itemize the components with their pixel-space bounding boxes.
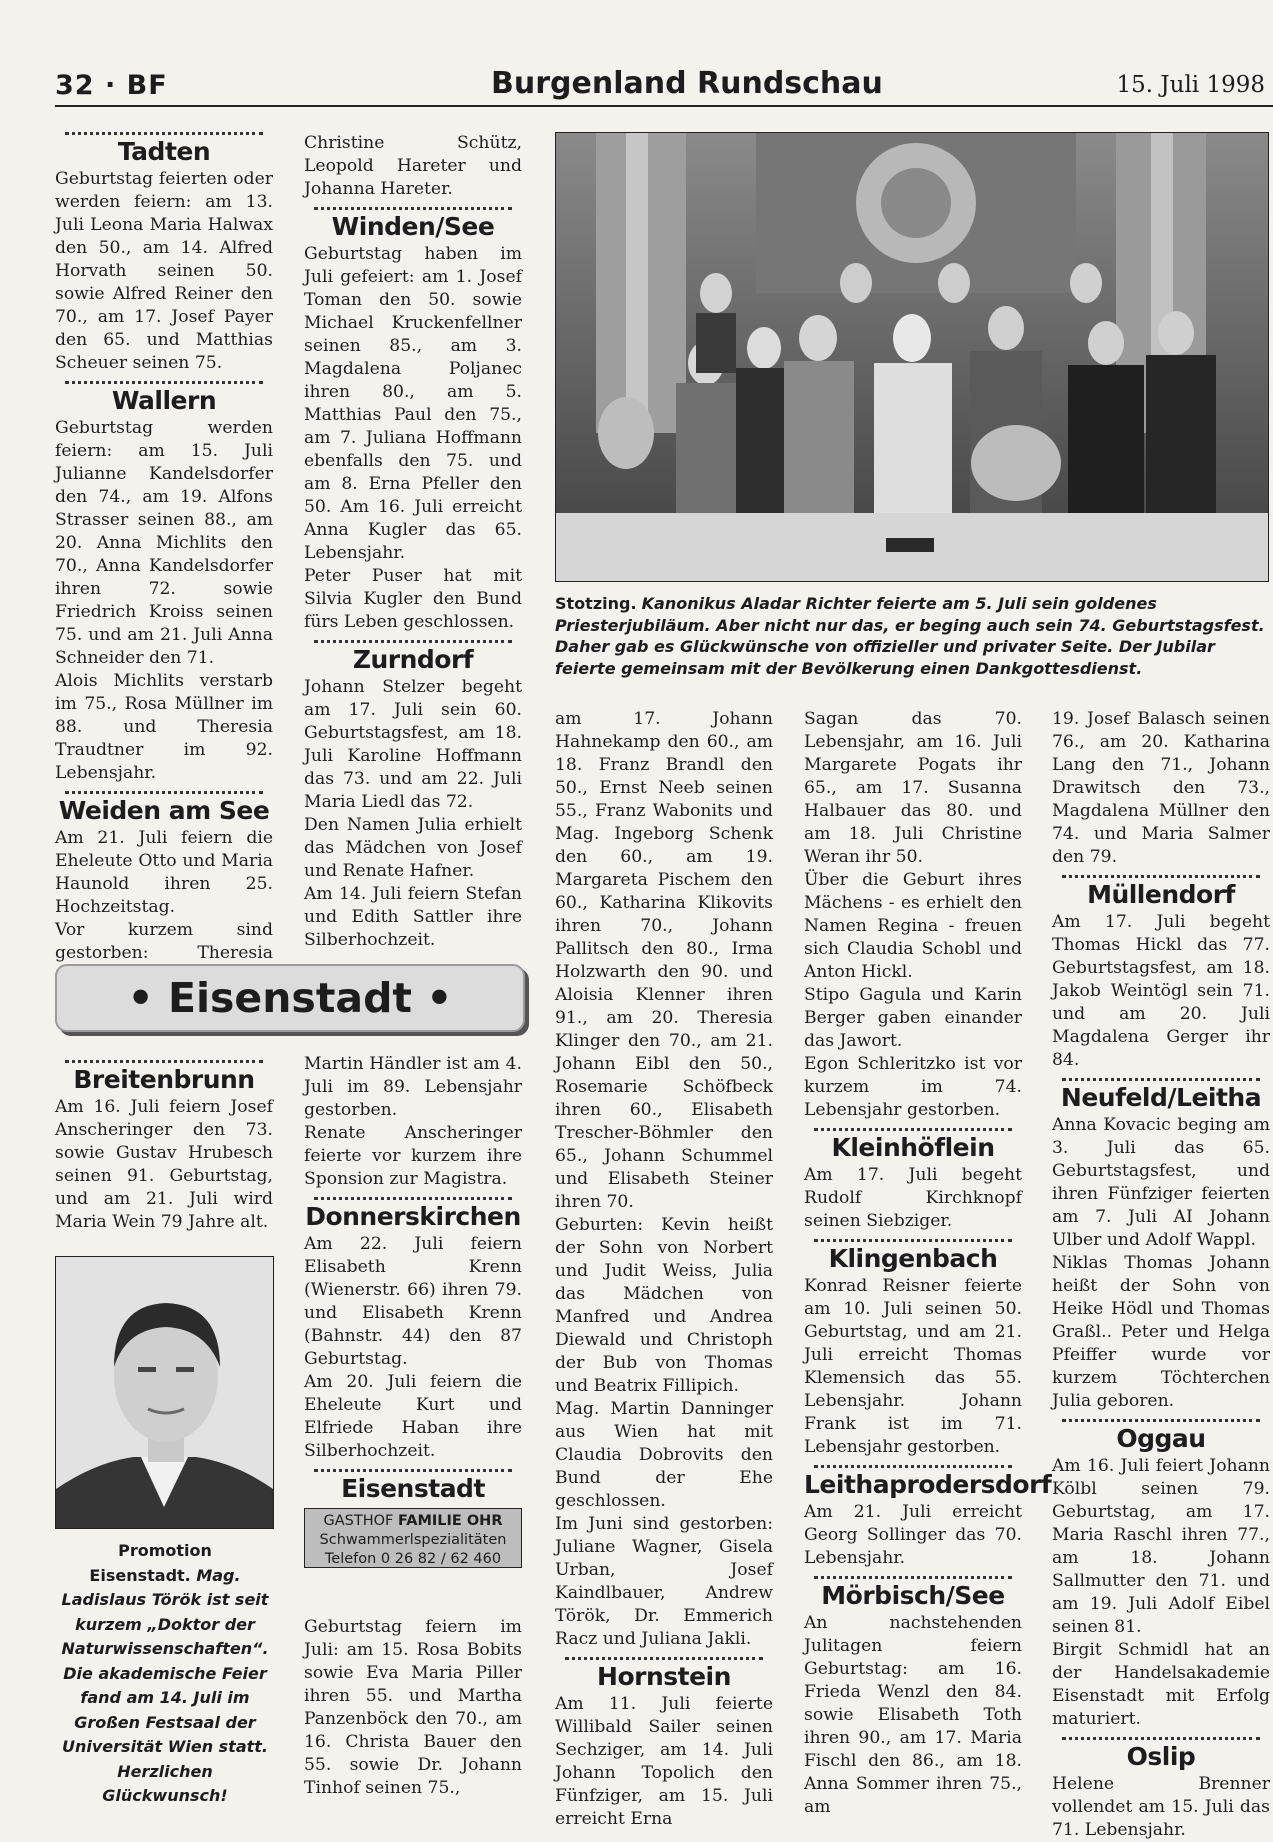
section-eisenstadt [304, 1469, 522, 1505]
section-divider [1062, 875, 1260, 878]
issue-date: 15. Juli 1998 [1116, 72, 1265, 98]
section-text: Alois Michlits verstarb im 75., Rosa Müllner im 88. und Theresia Traudtner im 92. Lebensjahr. [55, 671, 273, 783]
continued-text: Sagan das 70. Lebensjahr, am 16. Juli Margarete Pogats ihr 65., am 17. Susanna Halbauer das 80. und am 18. Juli Christine Weran ihr 50. [804, 709, 1022, 867]
section-text: Am 14. Juli feiern Stefan und Edith Sattler ihre Silberhochzeit. [304, 884, 522, 950]
section-text: Konrad Reisner feierte am 10. Juli seinen 50. Geburtstag, und am 21. Juli erreicht Thomas Klemensich das 55. Lebensjahr. Johann Frank ist im 71. Lebensjahr gestorben. [804, 1276, 1022, 1457]
section-text: Egon Schleritzko ist vor kurzem im 74. Lebensjahr gestorben. [804, 1054, 1022, 1120]
section-title: Neufeld/Leitha [1060, 1083, 1262, 1112]
section-text: Mag. Martin Danninger aus Wien hat mit Claudia Dobrovits den Bund der Ehe geschlossen. [555, 1399, 773, 1511]
ad-business-name: FAMILIE OHR [397, 1513, 503, 1529]
section-muellendorf [1052, 875, 1270, 1072]
continued-text: 19. Josef Balasch seinen 76., am 20. Katharina Lang den 71., Johann Drawitsch den 73., Magdalena Müllner den 74. und Maria Salmer den 79. [1052, 709, 1270, 867]
section-neufeld-leitha [1052, 1078, 1270, 1413]
ad-line-1 [305, 1512, 521, 1531]
continued-text: Martin Händler ist am 4. Juli im 89. Lebensjahr gestorben. [304, 1054, 522, 1120]
section-divider [314, 1469, 512, 1472]
section-text: Am 22. Juli feiern Elisabeth Krenn (Wienerstr. 66) ihren 79. und Elisabeth Krenn (Bahnstr. 44) den 87 Geburtstag. [304, 1234, 522, 1369]
section-winden-see [304, 207, 522, 634]
section-weiden-am-see [55, 791, 273, 988]
section-divider [314, 1197, 512, 1200]
section-oggau [1052, 1419, 1270, 1731]
portrait-caption [55, 1539, 275, 1809]
section-breitenbrunn [55, 1060, 273, 1234]
column-a-top [55, 132, 273, 988]
section-text: Im Juni sind gestorben: Juliane Wagner, Gisela Urban, Josef Kaindlbauer, Andrew Török, Dr. Emmerich Racz und Juliana Jakli. [555, 1514, 773, 1649]
section-divider [1062, 1737, 1260, 1740]
section-divider [314, 640, 512, 643]
group-photo-image [556, 133, 1268, 581]
section-banner-eisenstadt: • Eisenstadt • [55, 964, 525, 1032]
section-text: Am 11. Juli feierte Willibald Sailer seinen Sechziger, am 14. Juli Johann Topolich den Fünfziger, am 15. Juli erreicht Erna [555, 1694, 773, 1829]
section-text: Am 20. Juli feiern die Eheleute Kurt und Elfriede Haban ihre Silberhochzeit. [304, 1372, 522, 1461]
section-divider [1062, 1419, 1260, 1422]
column-a-lower [55, 1060, 273, 1234]
section-kleinhoeflein [804, 1128, 1022, 1233]
section-text: An nachstehenden Julitagen feiern Geburtstag: am 16. Frieda Wenzl den 84. sowie Elisabeth Toth ihren 90., am 17. Maria Fischl den 86., am 18. Anna Sommer ihren 75., am [804, 1613, 1022, 1817]
section-title: Eisenstadt [341, 1474, 485, 1503]
section-title: Wallern [111, 386, 217, 415]
caption-lead: Eisenstadt. [89, 1565, 191, 1585]
section-text: Vor kurzem sind gestorben: Theresia [55, 920, 273, 963]
section-title: Oslip [1126, 1742, 1196, 1771]
section-text: Niklas Thomas Johann heißt der Sohn von Heike Hödl und Thomas Graßl.. Peter und Helga Pfeiffer wurde vor kurzem Töchterchen Julia geboren. [1052, 1253, 1270, 1411]
section-oslip [1052, 1737, 1270, 1842]
section-divider [814, 1239, 1012, 1242]
ad-line-2: Schwammerlspezialitäten [319, 1532, 507, 1548]
section-title: Leithaprodersdorf [804, 1470, 1052, 1499]
section-divider [65, 381, 263, 384]
ad-prefix: GASTHOF [323, 1513, 398, 1529]
portrait-image [56, 1257, 273, 1528]
column-b-bottom [304, 1616, 522, 1800]
section-title: Breitenbrunn [73, 1065, 255, 1094]
section-text: Am 16. Juli feiern Josef Anscheringer den 73. sowie Gustav Hrubesch seinen 91. Geburtstag, und am 21. Juli wird Maria Wein 79 Jahre alt. [55, 1097, 273, 1232]
page-header [55, 62, 1273, 108]
section-title: Donnerskirchen [305, 1202, 521, 1231]
advertisement-gasthof [304, 1508, 522, 1568]
portrait-photo [55, 1256, 274, 1529]
section-text: Geburtstag feierten oder werden feiern: am 13. Juli Leona Maria Halwax den 50., am 14. Alfred Horvath seinen 50. sowie Alfred Reiner den 70., am 17. Josef Payer den 65. und Matthias Scheuer seinen 75. [55, 169, 273, 373]
section-text: Stipo Gagula und Karin Berger gaben einander das Jawort. [804, 985, 1022, 1051]
section-text: Am 16. Juli feiert Johann Kölbl seinen 79. Geburtstag, am 17. Maria Raschl ihren 77., am 18. Johann Sallmutter den 71. und am 19. Juli Adolf Eibel seinen 81. [1052, 1456, 1270, 1637]
section-text: Den Namen Julia erhielt das Mädchen von Josef und Renate Hafner. [304, 815, 522, 881]
section-text: Geburtstag feiern im Juli: am 15. Rosa Bobits sowie Eva Maria Piller ihren 55. und Martha Panzenböck den 70., am 16. Christa Bauer den 55. sowie Dr. Johann Tinhof seinen 75., [304, 1617, 522, 1798]
section-title: Weiden am See [58, 796, 270, 825]
section-text: Am 21. Juli erreicht Georg Sollinger das 70. Lebensjahr. [804, 1502, 1022, 1568]
section-text: Über die Geburt ihres Mächens - es erhielt den Namen Regina - freuen sich Claudia Schobl und Anton Hickl. [804, 870, 1022, 982]
section-title: Tadten [117, 137, 211, 166]
section-zurndorf [304, 640, 522, 952]
column-e [1052, 708, 1270, 1842]
section-tadten [55, 132, 273, 375]
newspaper-title: Burgenland Rundschau [491, 66, 883, 101]
group-photo-caption [555, 593, 1271, 679]
section-title: Klingenbach [828, 1244, 998, 1273]
section-text: Geburtstag werden feiern: am 15. Juli Julianne Kandelsdorfer den 74., am 19. Alfons Strasser seinen 88., am 20. Anna Michlits den 70., Anna Kandelsdorfer ihren 72. sowie Friedrich Kroiss seinen 75. und am 21. Juli Anna Schneider den 71. [55, 418, 273, 668]
caption-body [55, 1564, 275, 1809]
section-donnerskirchen [304, 1197, 522, 1463]
caption-lead: Stotzing. [555, 594, 637, 613]
section-klingenbach [804, 1239, 1022, 1459]
section-divider [814, 1576, 1012, 1579]
section-text: Am 17. Juli begeht Rudolf Kirchknopf seinen Siebziger. [804, 1165, 1022, 1231]
column-b-lower [304, 1053, 522, 1505]
section-title: Oggau [1116, 1424, 1206, 1453]
page-number: 32 · BF [55, 70, 168, 101]
section-divider [565, 1657, 763, 1660]
section-title: Hornstein [597, 1662, 731, 1691]
ad-line-3: Telefon 0 26 82 / 62 460 [324, 1551, 502, 1567]
section-text: Geburtstag haben im Juli gefeiert: am 1. Josef Toman den 50. sowie Michael Kruckenfellner seinen 85., am 3. Magdalena Poljanec ihren 80., am 5. Matthias Paul den 75., am 7. Juliana Hoffmann ebenfalls den 75. und am 8. Erna Pfeller den 50. Am 16. Juli erreicht Anna Kugler das 65. Lebensjahr. [304, 244, 522, 563]
section-divider [65, 791, 263, 794]
section-divider [814, 1128, 1012, 1131]
continued-text: Renate Anscheringer feierte vor kurzem ihre Sponsion zur Magistra. [304, 1123, 522, 1189]
section-divider [1062, 1078, 1260, 1081]
group-photo [555, 132, 1269, 582]
section-text: Helene Brenner vollendet am 15. Juli das 71. Lebensjahr. [1052, 1774, 1270, 1840]
section-text: Geburten: Kevin heißt der Sohn von Norbert und Judit Weiss, Julia das Mädchen von Manfred und Andrea Diewald und Christoph der Bub von Thomas und Beatrix Fillipich. [555, 1215, 773, 1396]
column-c [555, 708, 773, 1831]
section-text: Am 17. Juli begeht Thomas Hickl das 77. Geburtstagsfest, am 18. Jakob Weintögl sein 71. und am 20. Juli Magdalena Gerger ihr 84. [1052, 912, 1270, 1070]
column-b-top [304, 132, 522, 952]
section-text: Johann Stelzer begeht am 17. Juli sein 60. Geburtstagsfest, am 18. Juli Karoline Hoffmann das 73. und am 22. Juli Maria Liedl das 72. [304, 677, 522, 812]
header-rule [55, 105, 1273, 107]
caption-title: Promotion [118, 1541, 212, 1560]
section-title: Kleinhöflein [831, 1133, 995, 1162]
section-title: Winden/See [331, 212, 495, 241]
caption-text: Kanonikus Aladar Richter feierte am 5. Juli sein goldenes Priesterjubiläum. Aber nicht nur das, er beging auch sein 74. Geburtstagsfest. Daher gab es Glückwünsche von offizieller und privater Seite. Der Jubilar feierte gemeinsam mit der Bevölkerung einen Dankgottesdienst. [555, 594, 1265, 678]
section-divider [65, 1060, 263, 1063]
caption-text: Mag. Ladislaus Török ist seit kurzem „Doktor der Naturwissenschaften“. Die akademische Feier fand am 14. Juli im Großen Festsaal der Universität Wien statt. Herzlichen Glückwunsch! [61, 1565, 269, 1805]
section-divider [65, 132, 263, 135]
section-hornstein [555, 1657, 773, 1831]
continued-text: Christine Schütz, Leopold Hareter und Johanna Hareter. [304, 133, 522, 199]
section-text: Am 21. Juli feiern die Eheleute Otto und Maria Haunold ihren 25. Hochzeitstag. [55, 828, 273, 917]
section-title: Mörbisch/See [821, 1581, 1005, 1610]
section-wallern [55, 381, 273, 785]
section-title: Müllendorf [1087, 880, 1235, 909]
section-text: Peter Puser hat mit Silvia Kugler den Bund fürs Leben geschlossen. [304, 566, 522, 632]
section-text: Anna Kovacic beging am 3. Juli das 65. Geburtstagsfest, und ihren Fünfziger feierten am 7. Juli AI Johann Ulber und Adolf Wappl. [1052, 1115, 1270, 1250]
section-title: Zurndorf [352, 645, 474, 674]
section-divider [314, 207, 512, 210]
continued-text: am 17. Johann Hahnekamp den 60., am 18. Franz Brandl den 50., Ernst Neeb seinen 55., Franz Wabonits und Mag. Ingeborg Schenk den 60., am 19. Margareta Pischem den 60., Katharina Klikovits ihren 70., Johann Pallitsch den 80., Irma Holzwarth den 90. und Aloisia Klenner ihren 91., am 20. Theresia Klinger den 70., am 21. Johann Eibl den 50., Rosemarie Schöfbeck ihren 60., Elisabeth Trescher-Böhmler den 65., Johann Schummel und Elisabeth Steiner ihren 70. [555, 709, 773, 1212]
section-divider [814, 1465, 1012, 1468]
column-d [804, 708, 1052, 1819]
section-moerbisch-see [804, 1576, 1022, 1819]
section-text: Birgit Schmidl hat an der Handelsakademie Eisenstadt mit Erfolg maturiert. [1052, 1640, 1270, 1729]
section-leithaprodersdorf [804, 1465, 1052, 1570]
